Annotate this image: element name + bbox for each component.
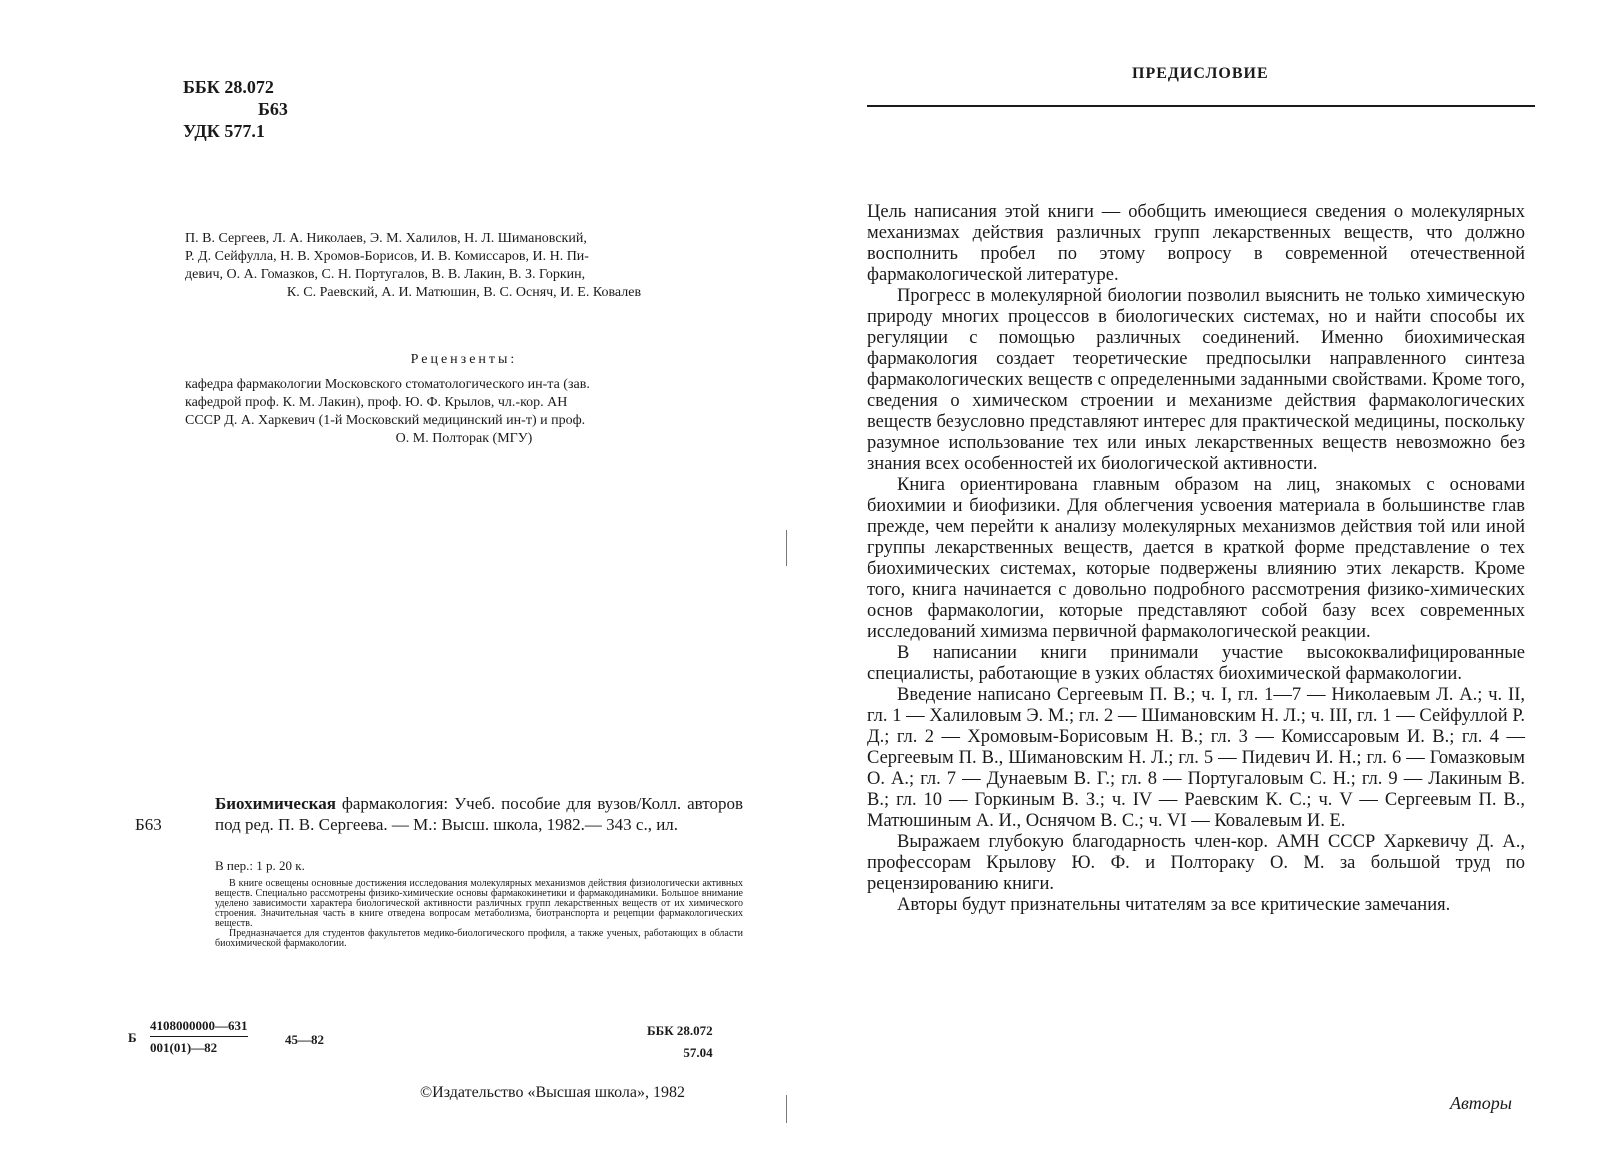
signature: Авторы [1450,1093,1512,1113]
catalog-entry [215,793,743,835]
udk-code: УДК 577.1 [183,121,265,141]
authors-line: Р. Д. Сейфулла, Н. В. Хромов-Борисов, И. В. Комиссаров, И. Н. Пи- [185,249,589,264]
bbk-bottom [647,1020,713,1064]
annotation-paragraph: В книге освещены основные достижения исследования молекулярных механизмов действия физиологически активных веществ. Специально рассмотрены физико-химические основы фармакокинетики и фармакодинамики. Большое внимание уделено зависимости характера биологической активности различных групп лекарственных веществ от их химического строения. Значительная часть в книге отведена вопросам метаболизма, биотранспорта и рецепции фармакологических веществ. [215,878,743,929]
page-gutter-mark [786,530,787,566]
index-suffix: 45—82 [285,1032,324,1047]
bbk-bottom-code: ББК 28.072 [647,1023,713,1038]
classification-codes [183,76,288,142]
preface-paragraph: Книга ориентирована главным образом на лиц, знакомых с основами биохимии и биофизики. Для облегчения усвоения материала в большинстве глав прежде, чем перейти к анализу молекулярных механизмов действия той или иной группы лекарственных веществ, дается в краткой форме представление о тех биохимических системах, которые подвержены влиянию этих лекарств. Кроме того, книга начинается с довольно подробного рассмотрения физико-химических основ фармакологии, которые представляют собой базу всех современных исследований химизма первичной фармакологической реакции. [867,475,1525,642]
authors-list [185,230,743,302]
index-denominator: 001(01)—82 [150,1040,218,1055]
reviewers-list [185,376,743,448]
catalog-code: Б63 [135,815,162,834]
reviewers-line: О. М. Полторак (МГУ) [395,431,533,446]
annotation [215,879,743,949]
preface-paragraph: Прогресс в молекулярной биологии позволил выяснить не только химическую природу многих процессов в биологических системах, но и найти способы их регуляции с помощью различных соединений. Именно биохимическая фармакология создает теоретические предпосылки направленного синтеза фармакологических веществ с определенными заданными свойствами. Кроме того, сведения о химическом строении и механизме действия фармакологических веществ безусловно представляют интерес для практической медицины, поскольку разумное использование тех или иных лекарственных веществ невозможно без знания всех особенностей их биологической активности. [867,286,1525,474]
reviewers-line: кафедра фармакологии Московского стоматологического ин-та (зав. [185,377,590,392]
bbk-bottom-sub: 57.04 [683,1045,713,1060]
preface-paragraph: В написании книги принимали участие высококвалифицированные специалисты, работающие в узких областях биохимической фармакологии. [867,643,1525,684]
reviewers-heading: Рецензенты: [410,352,518,367]
authors-line: девич, О. А. Гомазков, С. Н. Португалов, В. В. Лакин, В. З. Горкин, [185,267,586,282]
reviewers-line: кафедрой проф. К. М. Лакин), проф. Ю. Ф. Крылов, чл.-кор. АН [185,395,568,410]
reviewers-line: СССР Д. А. Харкевич (1-й Московский медицинский ин-т) и проф. [185,413,586,428]
preface-text [867,202,1525,916]
authors-line: К. С. Раевский, А. И. Матюшин, В. С. Осняч, И. Е. Ковалев [286,285,642,300]
bbk-code: ББК 28.072 [183,77,274,97]
preface-paragraph: Цель написания этой книги — обобщить имеющиеся сведения о молекулярных механизмах действия различных групп лекарственных веществ, что должно восполнить пробел по этому вопросу в современной отечественной фармакологической литературе. [867,202,1525,285]
authors-line: П. В. Сергеев, Л. А. Николаев, Э. М. Халилов, Н. Л. Шимановский, [185,231,587,246]
index-letter: Б [128,1030,137,1045]
index-fraction [150,1018,248,1056]
page-gutter-mark [786,1095,787,1123]
title-rule [867,105,1535,107]
index-numerator: 4108000000—631 [150,1018,248,1037]
preface-paragraph: Авторы будут признательны читателям за все критические замечания. [897,895,1451,915]
page-title: ПРЕДИСЛОВИЕ [1132,65,1269,82]
price: В пер.: 1 р. 20 к. [215,858,305,873]
catalog-entry-title: Биохимическая [215,794,336,813]
preface-paragraph: Введение написано Сергеевым П. В.; ч. I, гл. 1—7 — Николаевым Л. А.; ч. II, гл. 1 — Халиловым Э. М.; гл. 2 — Шимановским Н. Л.; ч. III, гл. 1 — Сейфуллой Р. Д.; гл. 2 — Хромовым-Борисовым Н. В.; гл. 3 — Комиссаровым И. В.; гл. 4 — Сергеевым П. В., Шимановским Н. Л.; гл. 5 — Пидевич И. Н.; гл. 6 — Гомазковым О. А.; гл. 7 — Дунаевым В. Г.; гл. 8 — Португаловым С. Н.; гл. 9 — Лакиным В. В.; гл. 10 — Горкиным В. З.; ч. IV — Раевским К. С.; ч. V — Сергеевым П. В., Матюшиным А. И., Оснячом В. С.; ч. VI — Ковалевым И. Е. [867,685,1525,831]
catalog-entry-text: фармакология: Учеб. пособие для вузов/Колл. авторов под ред. П. В. Сергеева. — М.: Высш. школа, 1982.— 343 с., ил. [215,794,743,834]
annotation-paragraph: Предназначается для студентов факультетов медико-биологического профиля, а также ученых, работающих в области биохимической фармакологии. [215,928,743,949]
copyright: ©Издательство «Высшая школа», 1982 [420,1084,685,1101]
author-mark: Б63 [258,99,288,119]
preface-paragraph: Выражаем глубокую благодарность член-кор. АМН СССР Харкевичу Д. А., профессорам Крылову Ю. Ф. и Полтораку О. М. за большой труд по рецензированию книги. [867,832,1525,894]
